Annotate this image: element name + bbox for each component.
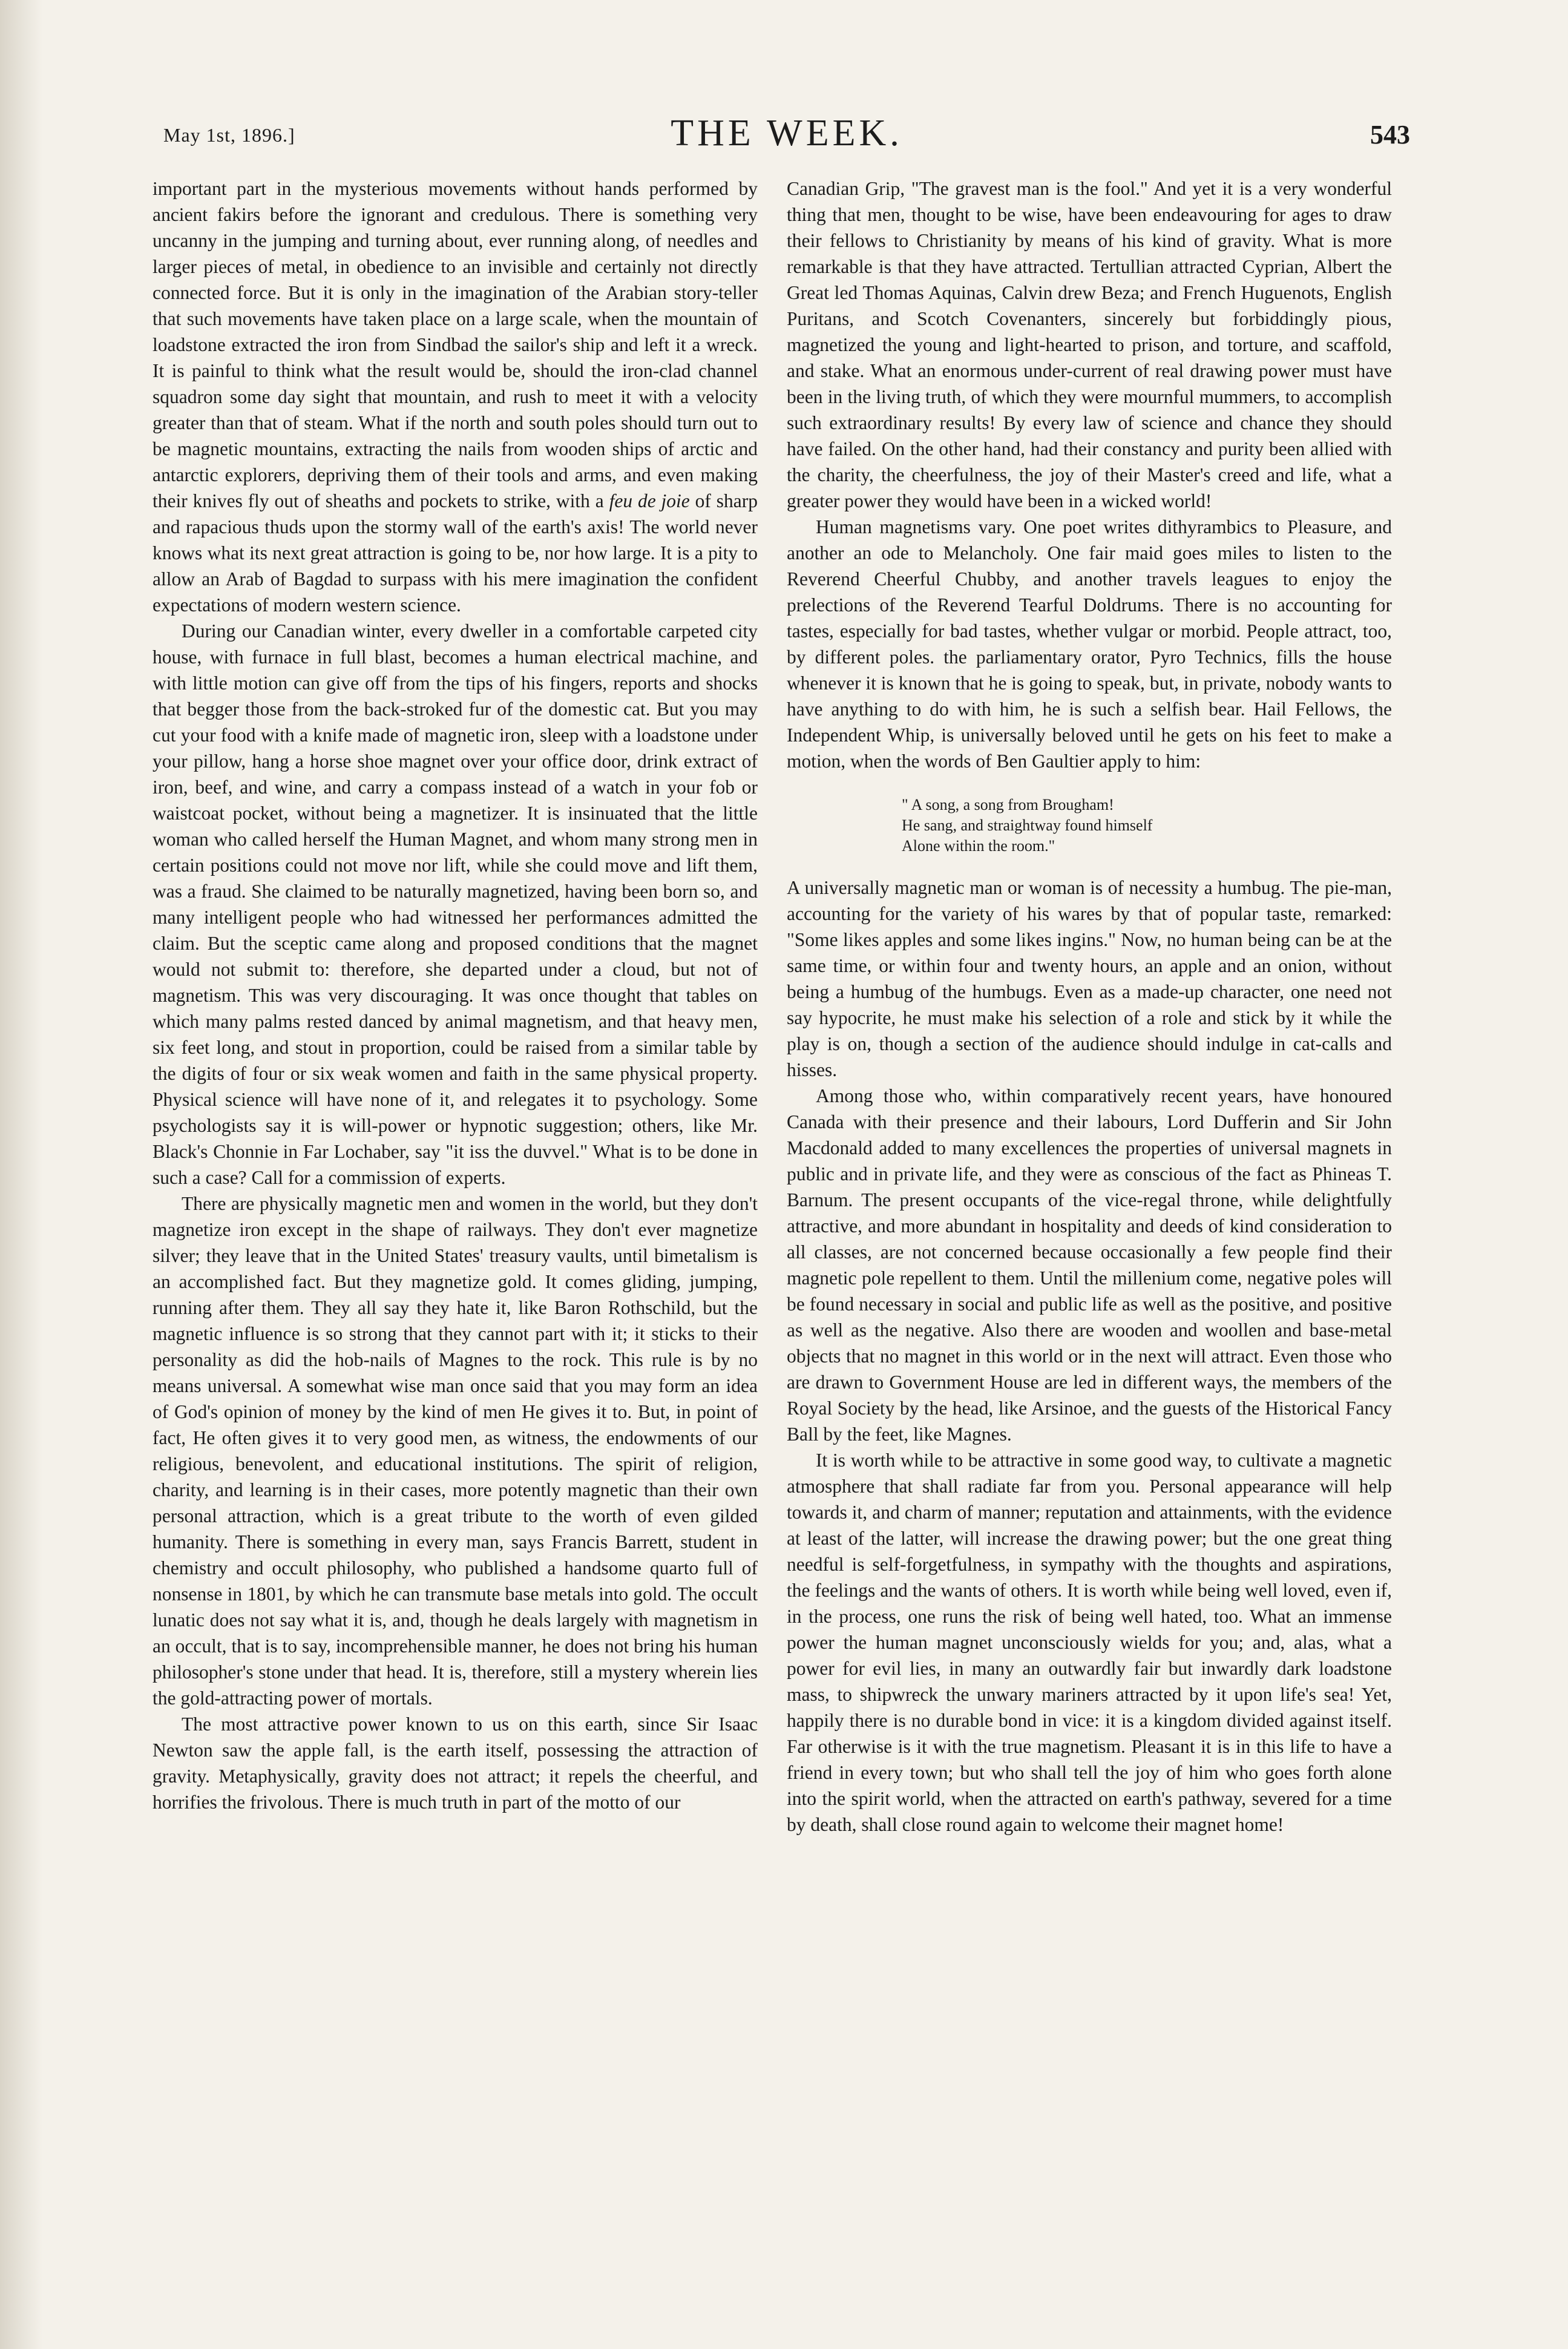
verse-line: He sang, and straightway found himself [902,816,1153,834]
paragraph: Human magnetisms vary. One poet writes dithyrambics to Pleasure, and another an ode to Melancholy. One fair maid goes miles to listen to the Reverend Cheerful Chubby, and another travels leagues to enjoy the prelections of the Reverend Tearful Doldrums. There is no accounting for tastes, especially for bad tastes, whether vulgar or morbid. People attract, too, by different poles. the parliamentary orator, Pyro Technics, fills the house whenever it is known that he is going to speak, but, in private, nobody wants to have anything to do with him, he is such a selfish bear. Hail Fellows, the Independent Whip, is universally beloved until he gets on his feet to make a motion, when the words of Ben Gaultier apply to him: [787,516,1392,772]
page-edge-shadow [0,0,42,2349]
paragraph: During our Canadian winter, every dweller in a comfortable carpeted city house, with furnace in full blast, becomes a human electrical machine, and with little motion can give off from the tips of his fingers, reports and shocks that begger those from the back-stroked fur of the domestic cat. But you may cut your food with a knife made of magnetic iron, sleep with a loadstone under your pillow, hang a horse shoe magnet over your office door, drink extract of iron, beef, and wine, and carry a compass instead of a watch in your fob or waistcoat pocket, without being a magnetizer. It is insinuated that the little woman who called herself the Human Magnet, and whom many strong men in certain positions could not move nor lift, while she could move and lift them, was a fraud. She claimed to be naturally magnetized, having been born so, and many intelligent people who had witnessed her performances admitted the claim. But the sceptic came along and proposed conditions that the magnet would not submit to: therefore, she departed under a cloud, but not of magnetism. This was very discouraging. It was once thought that tables on which many palms rested danced by animal magnetism, and that heavy men, six feet long, and stout in proportion, could be raised from a similar table by the digits of four or six weak women and faith in the same physical property. Physical science will have none of it, and relegates it to psychology. Some psychologists say it is will-power or hypnotic suggestion; others, like Mr. Black's Chonnie in Far Lochaber, say "it iss the duvvel." What is to be done in such a case? Call for a commission of experts. [153,620,758,1188]
paragraph: Among those who, within comparatively recent years, have honoured Canada with their presence and their labours, Lord Dufferin and Sir John Macdonald added to many excellences the properties of universal magnets in public and in private life, and they were as conscious of the fact as Phineas T. Barnum. The present occupants of the vice-regal throne, while delightfully attractive, and more abundant in hospitality and deeds of kind consideration to all classes, are not concerned because occasionally a few people find their magnetic pole repellent to them. Until the millenium come, negative poles will be found necessary in social and public life as well as the positive, and positive as well as the negative. Also there are wooden and woollen and base-metal objects that no magnet in this world or in the next will attract. Even those who are drawn to Government House are led in different ways, the members of the Royal Society by the head, like Arsinoe, and the guests of the Historical Fancy Ball by the feet, like Magnes. [787,1085,1392,1445]
paragraph: It is worth while to be attractive in some good way, to cultivate a magnetic atmosphere that shall radiate far from you. Personal appearance will help towards it, and charm of manner; reputation and attainments, with the evidence at least of the latter, will increase the drawing power; but the one great thing needful is self-forgetfulness, in sympathy with the thoughts and aspirations, the feelings and the wants of others. It is worth while being well loved, even if, in the process, one runs the risk of being well hated, too. What an immense power the human magnet unconsciously wields for you; and, alas, what a power for evil lies, in many an outwardly fair but inwardly dark loadstone mass, to shipwreck the unwary mariners attracted by it upon life's sea! Yet, happily there is no durable bond in vice: it is a kingdom divided against itself. Far otherwise is it with the true magnetism. Pleasant it is in this life to have a friend in every town; but who shall tell the joy of him who goes forth alone into the spirit world, when the attracted on earth's pathway, severed for a time by death, shall close round again to welcome their magnet home! [787,1450,1392,1835]
italic-phrase: feu de joie [609,490,690,511]
paragraph: Canadian Grip, "The gravest man is the fool." And yet it is a very wonderful thing that men, thought to be wise, have been endeavouring for ages to draw their fellows to Christianity by means of his kind of gravity. What is more remarkable is that they have attracted. Tertullian attracted Cyprian, Albert the Great led Thomas Aquinas, Calvin drew Beza; and French Huguenots, English Puritans, and Scotch Covenanters, sincerely but forbiddingly pious, magnetized the young and light-hearted to prison, and torture, and scaffold, and stake. What an enormous under-current of real drawing power must have been in the living truth, of which they were mournful mummers, to accomplish such extraordinary results! By every law of science and chance they should have failed. On the other hand, had their constancy and purity been allied with the charity, the cheerfulness, the joy of their Master's creed and life, what a greater power they would have been in a wicked world! [787,178,1392,511]
publication-title: THE WEEK. [671,113,903,154]
page-number: 543 [1370,120,1410,149]
verse-line: Alone within the room." [902,837,1055,855]
paragraph: There are physically magnetic men and women in the world, but they don't magnetize iron except in the shape of railways. They don't ever magnetize silver; they leave that in the United States' treasury vaults, until bimetalism is an accomplished fact. But they magnetize gold. It comes gliding, jumping, running after them. They all say they hate it, like Baron Rothschild, but the magnetic influence is so strong that they cannot part with it; it sticks to their personality as did the hob-nails of Magnes to the rock. This rule is by no means universal. A somewhat wise man once said that you may form an idea of God's opinion of money by the kind of men He gives it to. But, in point of fact, He often gives it to very good men, as witness, the endowments of our religious, benevolent, and educational institutions. The spirit of religion, charity, and learning is in their cases, more potently magnetic than their own personal attraction, which is a great tribute to the worth of even gilded humanity. There is something in every man, says Francis Barrett, student in chemistry and occult philosophy, who published a handsome quarto full of nonsense in 1801, by which he can transmute base metals into gold. The occult lunatic does not say what it is, and, though he deals largely with magnetism in an occult, that is to say, incomprehensible manner, he does not bring his human philosopher's stone under that head. It is, therefore, still a mystery wherein lies the gold-attracting power of mortals. [153,1193,758,1709]
quoted-verse [902,795,1392,856]
paragraph-text: important part in the mysterious movements without hands performed by ancient fakirs before the ignorant and credulous. There is something very uncanny in the jumping and turning about, ever running along, of needles and larger pieces of metal, in obedience to an invisible and certainly not directly connected force. But it is only in the imagination of the Arabian story-teller that such movements have taken place on a large scale, when the mountain of loadstone extracted the iron from Sindbad the sailor's ship and left it a wreck. It is painful to think what the result would be, should the iron-clad channel squadron some day sight that mountain, and rush to meet it with a velocity greater than that of steam. What if the north and south poles should turn out to be magnetic mountains, extracting the nails from wooden ships of arctic and antarctic explorers, depriving them of their tools and arms, and even making their knives fly out of sheaths and pockets to strike, with a [153,178,758,511]
paragraph: The most attractive power known to us on this earth, since Sir Isaac Newton saw the apple fall, is the earth itself, possessing the attraction of gravity. Metaphysically, gravity does not attract; it repels the cheerful, and horrifies the frivolous. There is much truth in part of the motto of our [153,1713,758,1813]
paragraph: A universally magnetic man or woman is of necessity a humbug. The pie-man, accounting for the variety of his wares by that of popular taste, remarked: "Some likes apples and some likes ingins." Now, no human being can be at the same time, or within four and twenty hours, an apple and an onion, without being a humbug of the humbugs. Even as a made-up character, one need not say hypocrite, he must make his selection of a role and stick by it while the play is on, though a section of the audience should indulge in cat-calls and hisses. [787,877,1392,1080]
page-header [163,112,1410,160]
paragraph [153,176,758,618]
issue-date: May 1st, 1896.] [163,124,295,146]
paragraph-text: of sharp and rapacious thuds upon the stormy wall of the earth's axis! The world never knows what its next great attraction is going to be, nor how large. It is a pity to allow an Arab of Bagdad to surpass with his mere imagination the confident expectations of modern western science. [153,490,758,616]
verse-line: " A song, a song from Brougham! [902,796,1114,813]
left-column [153,176,758,2288]
right-column [787,176,1392,2288]
